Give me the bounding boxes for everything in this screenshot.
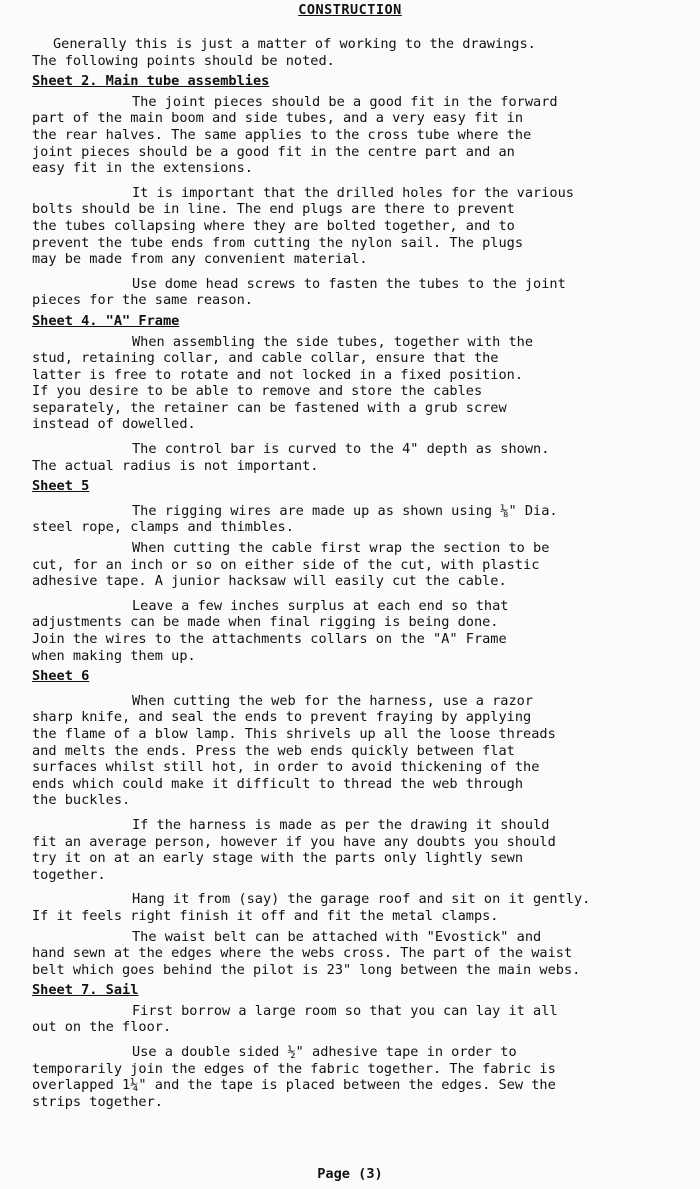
paragraph-line: try it on at an early stage with the parts only lightly sewn [32, 850, 524, 867]
section-heading-sheet-6: Sheet 6 [32, 668, 90, 685]
section-heading-sheet-5: Sheet 5 [32, 478, 90, 495]
paragraph-line: and melts the ends. Press the web ends quickly between flat [32, 742, 515, 759]
paragraph-line: fit an average person, however if you have any doubts you should [32, 833, 556, 850]
page-number: Page (3) [317, 1166, 383, 1182]
section-heading-sheet-4: Sheet 4. "A" Frame [32, 312, 180, 329]
paragraph-line: hand sewn at the edges where the webs cross. The part of the waist [32, 945, 573, 962]
paragraph-line: together. [32, 866, 106, 883]
paragraph-line: The rigging wires are made up as shown using ⅛" Dia. [132, 502, 558, 519]
paragraph-line: adhesive tape. A junior hacksaw will easily cut the cable. [32, 573, 507, 590]
paragraph-line: If the harness is made as per the drawing it should [132, 816, 550, 833]
paragraph-line: belt which goes behind the pilot is 23" long between the main webs. [32, 961, 581, 978]
paragraph-line: The joint pieces should be a good fit in the forward [132, 93, 558, 110]
paragraph-line: latter is free to rotate and not locked in a fixed position. [32, 366, 524, 383]
paragraph-line: When assembling the side tubes, together with the [132, 333, 534, 350]
paragraph-line: stud, retaining collar, and cable collar, ensure that the [32, 350, 499, 367]
paragraph-line: when making them up. [32, 647, 196, 664]
paragraph-line: Join the wires to the attachments collars on the "A" Frame [32, 631, 507, 647]
paragraph-line: When cutting the cable first wrap the section to be [132, 540, 550, 557]
paragraph-line: It is important that the drilled holes for the various [132, 184, 574, 201]
paragraph-line: Use dome head screws to fasten the tubes to the joint [132, 275, 566, 292]
paragraph-line: The waist belt can be attached with "Evostick" and [132, 928, 542, 945]
paragraph-line: If you desire to be able to remove and store the cables [32, 383, 483, 400]
paragraph-line: sharp knife, and seal the ends to prevent fraying by applying [32, 709, 532, 726]
paragraph-line: Use a double sided ½" adhesive tape in order to [132, 1044, 517, 1061]
paragraph-line: the buckles. [32, 792, 131, 809]
paragraph-line: overlapped 1¼" and the tape is placed between the edges. Sew the [32, 1077, 556, 1094]
document-body [32, 36, 692, 1110]
paragraph-line: instead of dowelled. [32, 416, 196, 433]
page-title: CONSTRUCTION [298, 2, 402, 18]
paragraph-line: ends which could make it difficult to thread the web through [32, 775, 524, 792]
paragraph-line: When cutting the web for the harness, use a razor [132, 692, 534, 709]
intro-line: Generally this is just a matter of working to the drawings. [53, 36, 536, 52]
paragraph-line: strips together. [32, 1093, 163, 1110]
paragraph-line: easy fit in the extensions. [32, 160, 253, 177]
paragraph-line: temporarily join the edges of the fabric together. The fabric is [32, 1060, 556, 1077]
paragraph-line: The actual radius is not important. [32, 457, 319, 474]
paragraph-line: cut, for an inch or so on either side of the cut, with plastic [32, 556, 540, 573]
paragraph-line: joint pieces should be a good fit in the centre part and an [32, 143, 515, 160]
paragraph-line: Hang it from (say) the garage roof and sit on it gently. [132, 891, 591, 908]
paragraph-line: pieces for the same reason. [32, 292, 253, 309]
intro-line: The following points should be noted. [32, 52, 335, 69]
paragraph-line: part of the main boom and side tubes, and a very easy fit in [32, 110, 524, 127]
paragraph-line: Leave a few inches surplus at each end so that [132, 597, 509, 614]
paragraph-line: may be made from any convenient material. [32, 251, 368, 268]
section-heading-sheet-7: Sheet 7. Sail [32, 982, 139, 999]
paragraph-line: adjustments can be made when final rigging is being done. [32, 614, 499, 631]
paragraph-line: The control bar is curved to the 4" depth as shown. [132, 441, 550, 458]
paragraph-line: the flame of a blow lamp. This shrivels up all the loose threads [32, 725, 556, 742]
paragraph-line: bolts should be in line. The end plugs are there to prevent [32, 201, 515, 218]
paragraph-line: the rear halves. The same applies to the cross tube where the [32, 126, 532, 143]
paragraph-line: prevent the tube ends from cutting the nylon sail. The plugs [32, 234, 524, 251]
paragraph-line: the tubes collapsing where they are bolted together, and to [32, 217, 515, 234]
paragraph-line: surfaces whilst still hot, in order to avoid thickening of the [32, 759, 540, 776]
paragraph-line: If it feels right finish it off and fit the metal clamps. [32, 907, 499, 924]
paragraph-line: First borrow a large room so that you can lay it all [132, 1002, 558, 1019]
paragraph-line: out on the floor. [32, 1019, 172, 1036]
section-heading-sheet-2: Sheet 2. Main tube assemblies [32, 73, 270, 90]
paragraph-line: separately, the retainer can be fastened with a grub screw [32, 399, 507, 416]
paragraph-line: steel rope, clamps and thimbles. [32, 519, 294, 536]
